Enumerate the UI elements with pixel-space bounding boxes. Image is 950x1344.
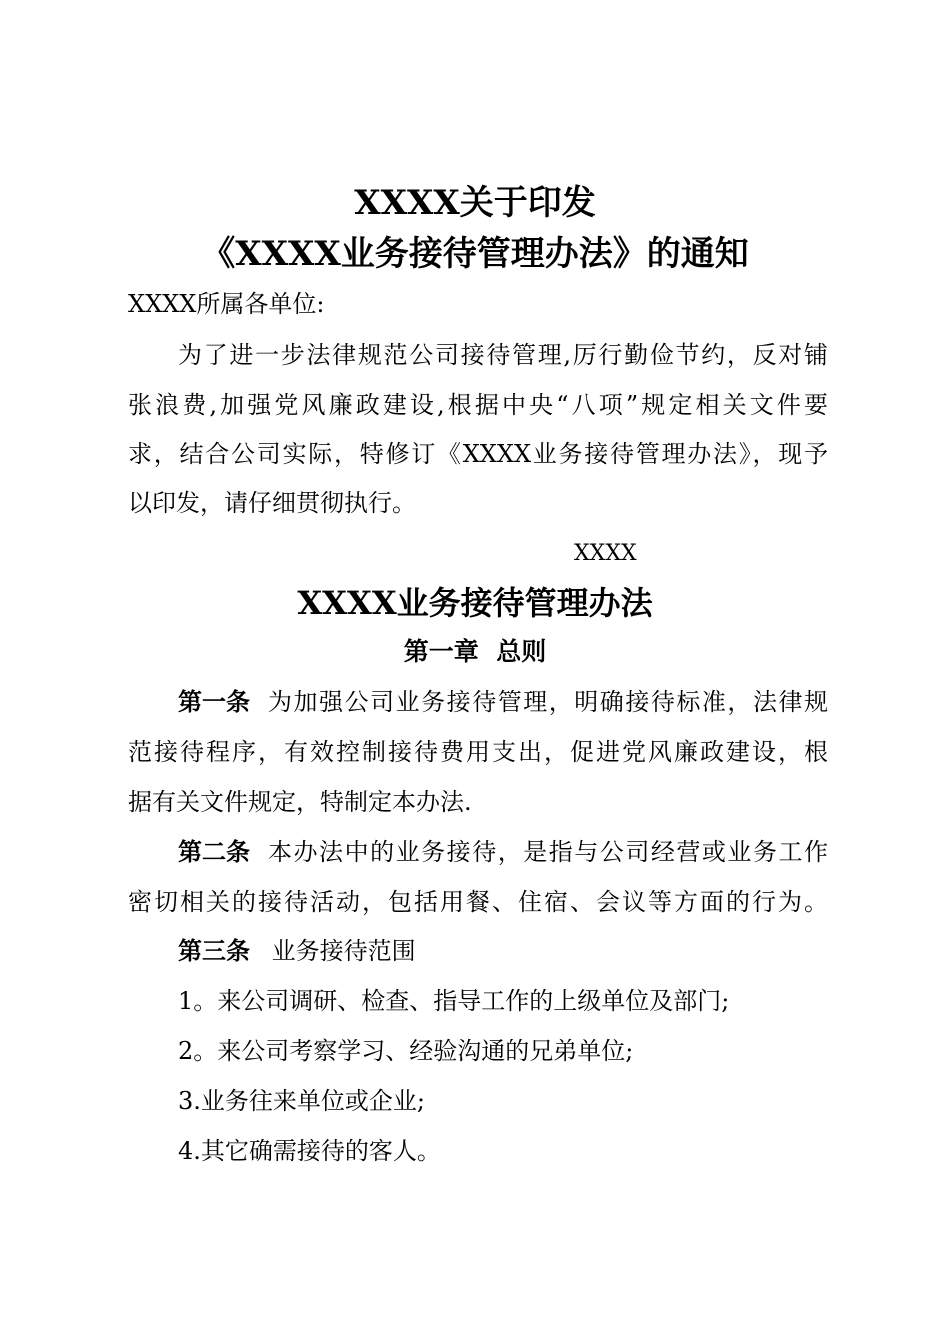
notice-signature: XXXX <box>574 541 637 566</box>
article-1-line: 据有关文件规定，特制定本办法. <box>128 788 472 816</box>
article-1-line: 范接待程序，有效控制接待费用支出，促进党风廉政建设，根 <box>128 738 828 766</box>
article-3-heading <box>178 935 416 967</box>
list-item: 1。来公司调研、检查、指导工作的上级单位及部门; <box>178 987 730 1015</box>
article-1-text: 为加强公司业务接待管理，明确接待标准，法律规 <box>268 688 828 716</box>
article-1-label: 第一条 <box>178 687 250 716</box>
notice-body-line: 张浪费,加强党风廉政建设,根据中央“八项”规定相关文件要 <box>128 391 828 419</box>
notice-title-line1: XXXX关于印发 <box>354 183 596 223</box>
article-2-line: 密切相关的接待活动，包括用餐、住宿、会议等方面的行为。 <box>128 888 828 916</box>
article-3-label: 第三条 <box>178 936 250 965</box>
article-2-first-line <box>178 836 828 868</box>
article-1-first-line <box>178 686 828 718</box>
regulation-title: XXXX业务接待管理办法 <box>297 584 653 622</box>
notice-title-line2: 《XXXX业务接待管理办法》的通知 <box>201 234 749 274</box>
article-2-text: 本办法中的业务接待，是指与公司经营或业务工作 <box>268 838 828 866</box>
list-item: 3.业务往来单位或企业; <box>178 1087 425 1115</box>
chapter-heading: 第一章 总则 <box>403 637 547 666</box>
article-3-text: 业务接待范围 <box>271 937 416 965</box>
list-item: 2。来公司考察学习、经验沟通的兄弟单位; <box>178 1037 634 1065</box>
article-2-label: 第二条 <box>178 837 250 866</box>
notice-body-line: 求，结合公司实际，特修订《XXXX业务接待管理办法》，现予 <box>128 440 828 468</box>
notice-body-line: 以印发，请仔细贯彻执行。 <box>128 489 416 517</box>
notice-body-line: 为了进一步法律规范公司接待管理,厉行勤俭节约，反对铺 <box>178 341 828 369</box>
notice-salutation: XXXX所属各单位: <box>128 290 325 318</box>
list-item: 4.其它确需接待的客人。 <box>178 1137 441 1165</box>
